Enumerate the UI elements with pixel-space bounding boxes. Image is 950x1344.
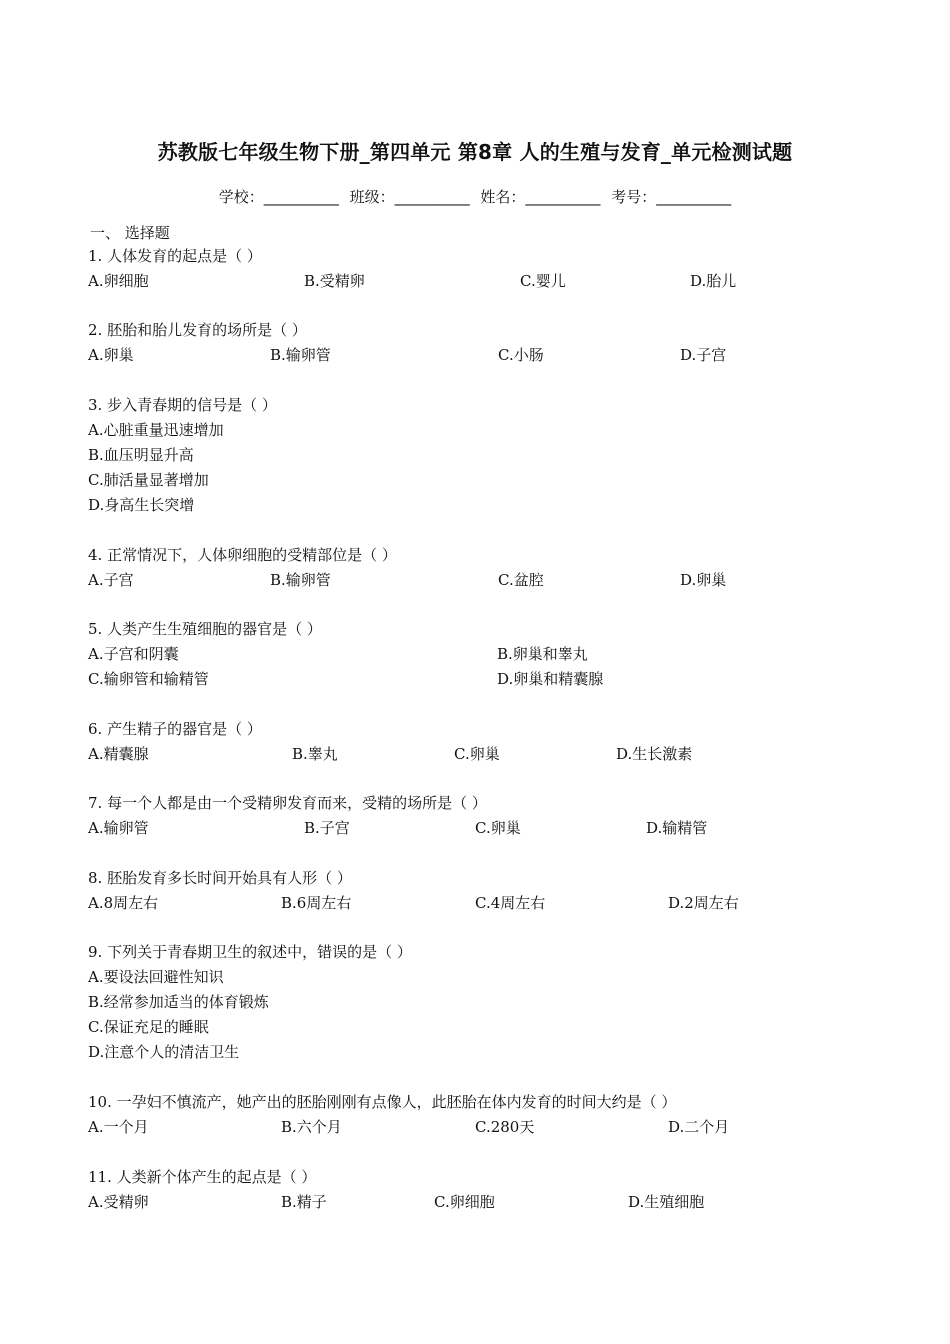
option: D.生殖细胞 <box>628 1193 705 1211</box>
option: A.子宫 <box>88 571 134 589</box>
option: B.受精卵 <box>304 272 365 290</box>
option: C.卵巢 <box>454 745 500 763</box>
option: D.子宫 <box>680 346 727 364</box>
section-heading: 一、 选择题 <box>90 224 170 242</box>
option: D.生长激素 <box>616 745 693 763</box>
option: A.一个月 <box>88 1118 149 1136</box>
option: D.身高生长突增 <box>88 496 195 514</box>
question-3: 3. 步入青春期的信号是（ ） <box>88 396 277 414</box>
option: B.6周左右 <box>281 894 352 912</box>
option: B.卵巢和睾丸 <box>497 645 588 663</box>
option: B.输卵管 <box>270 571 331 589</box>
option: B.睾丸 <box>292 745 338 763</box>
question-5: 5. 人类产生生殖细胞的器官是（ ） <box>88 620 322 638</box>
option: C.婴儿 <box>520 272 566 290</box>
option: D.注意个人的清洁卫生 <box>88 1043 240 1061</box>
option: C.卵巢 <box>475 819 521 837</box>
option: B.血压明显升高 <box>88 446 194 464</box>
option: B.子宫 <box>304 819 350 837</box>
option: C.盆腔 <box>498 571 544 589</box>
option: C.肺活量显著增加 <box>88 471 209 489</box>
option: C.4周左右 <box>475 894 546 912</box>
option: C.保证充足的睡眠 <box>88 1018 209 1036</box>
option: B.经常参加适当的体育锻炼 <box>88 993 269 1011</box>
option: A.要设法回避性知识 <box>88 968 224 986</box>
question-1: 1. 人体发育的起点是（ ） <box>88 247 262 265</box>
question-9: 9. 下列关于青春期卫生的叙述中，错误的是（ ） <box>88 943 412 961</box>
option: B.六个月 <box>281 1118 342 1136</box>
name-field: 姓名：__________ <box>480 188 601 206</box>
school-field: 学校：__________ <box>218 188 339 206</box>
option: A.精囊腺 <box>88 745 149 763</box>
option: D.胎儿 <box>690 272 737 290</box>
question-2: 2. 胚胎和胎儿发育的场所是（ ） <box>88 321 307 339</box>
option: D.卵巢 <box>680 571 727 589</box>
class-field: 班级：__________ <box>349 188 470 206</box>
question-6: 6. 产生精子的器官是（ ） <box>88 720 262 738</box>
question-7: 7. 每一个人都是由一个受精卵发育而来，受精的场所是（ ） <box>88 794 487 812</box>
page-title: 苏教版七年级生物下册_第四单元 第8章 人的生殖与发育_单元检测试题 <box>157 140 793 164</box>
question-11: 11. 人类新个体产生的起点是（ ） <box>88 1168 317 1186</box>
option: C.输卵管和输精管 <box>88 670 209 688</box>
option: C.280天 <box>475 1118 535 1136</box>
option: D.二个月 <box>668 1118 730 1136</box>
option: A.心脏重量迅速增加 <box>88 421 224 439</box>
option: A.卵细胞 <box>88 272 149 290</box>
student-info-line <box>0 186 950 207</box>
option: A.受精卵 <box>88 1193 149 1211</box>
exam-number-field: 考号：__________ <box>611 188 732 206</box>
question-10: 10. 一孕妇不慎流产，她产出的胚胎刚刚有点像人，此胚胎在体内发育的时间大约是（ ） <box>88 1093 677 1111</box>
option: B.输卵管 <box>270 346 331 364</box>
question-4: 4. 正常情况下，人体卵细胞的受精部位是（ ） <box>88 546 397 564</box>
question-8: 8. 胚胎发育多长时间开始具有人形（ ） <box>88 869 352 887</box>
option: A.子宫和阴囊 <box>88 645 179 663</box>
option: D.2周左右 <box>668 894 739 912</box>
option: A.卵巢 <box>88 346 134 364</box>
option: C.卵细胞 <box>434 1193 495 1211</box>
option: D.输精管 <box>646 819 708 837</box>
option: D.卵巢和精囊腺 <box>497 670 604 688</box>
option: B.精子 <box>281 1193 327 1211</box>
option: A.输卵管 <box>88 819 149 837</box>
option: A.8周左右 <box>88 894 159 912</box>
option: C.小肠 <box>498 346 544 364</box>
